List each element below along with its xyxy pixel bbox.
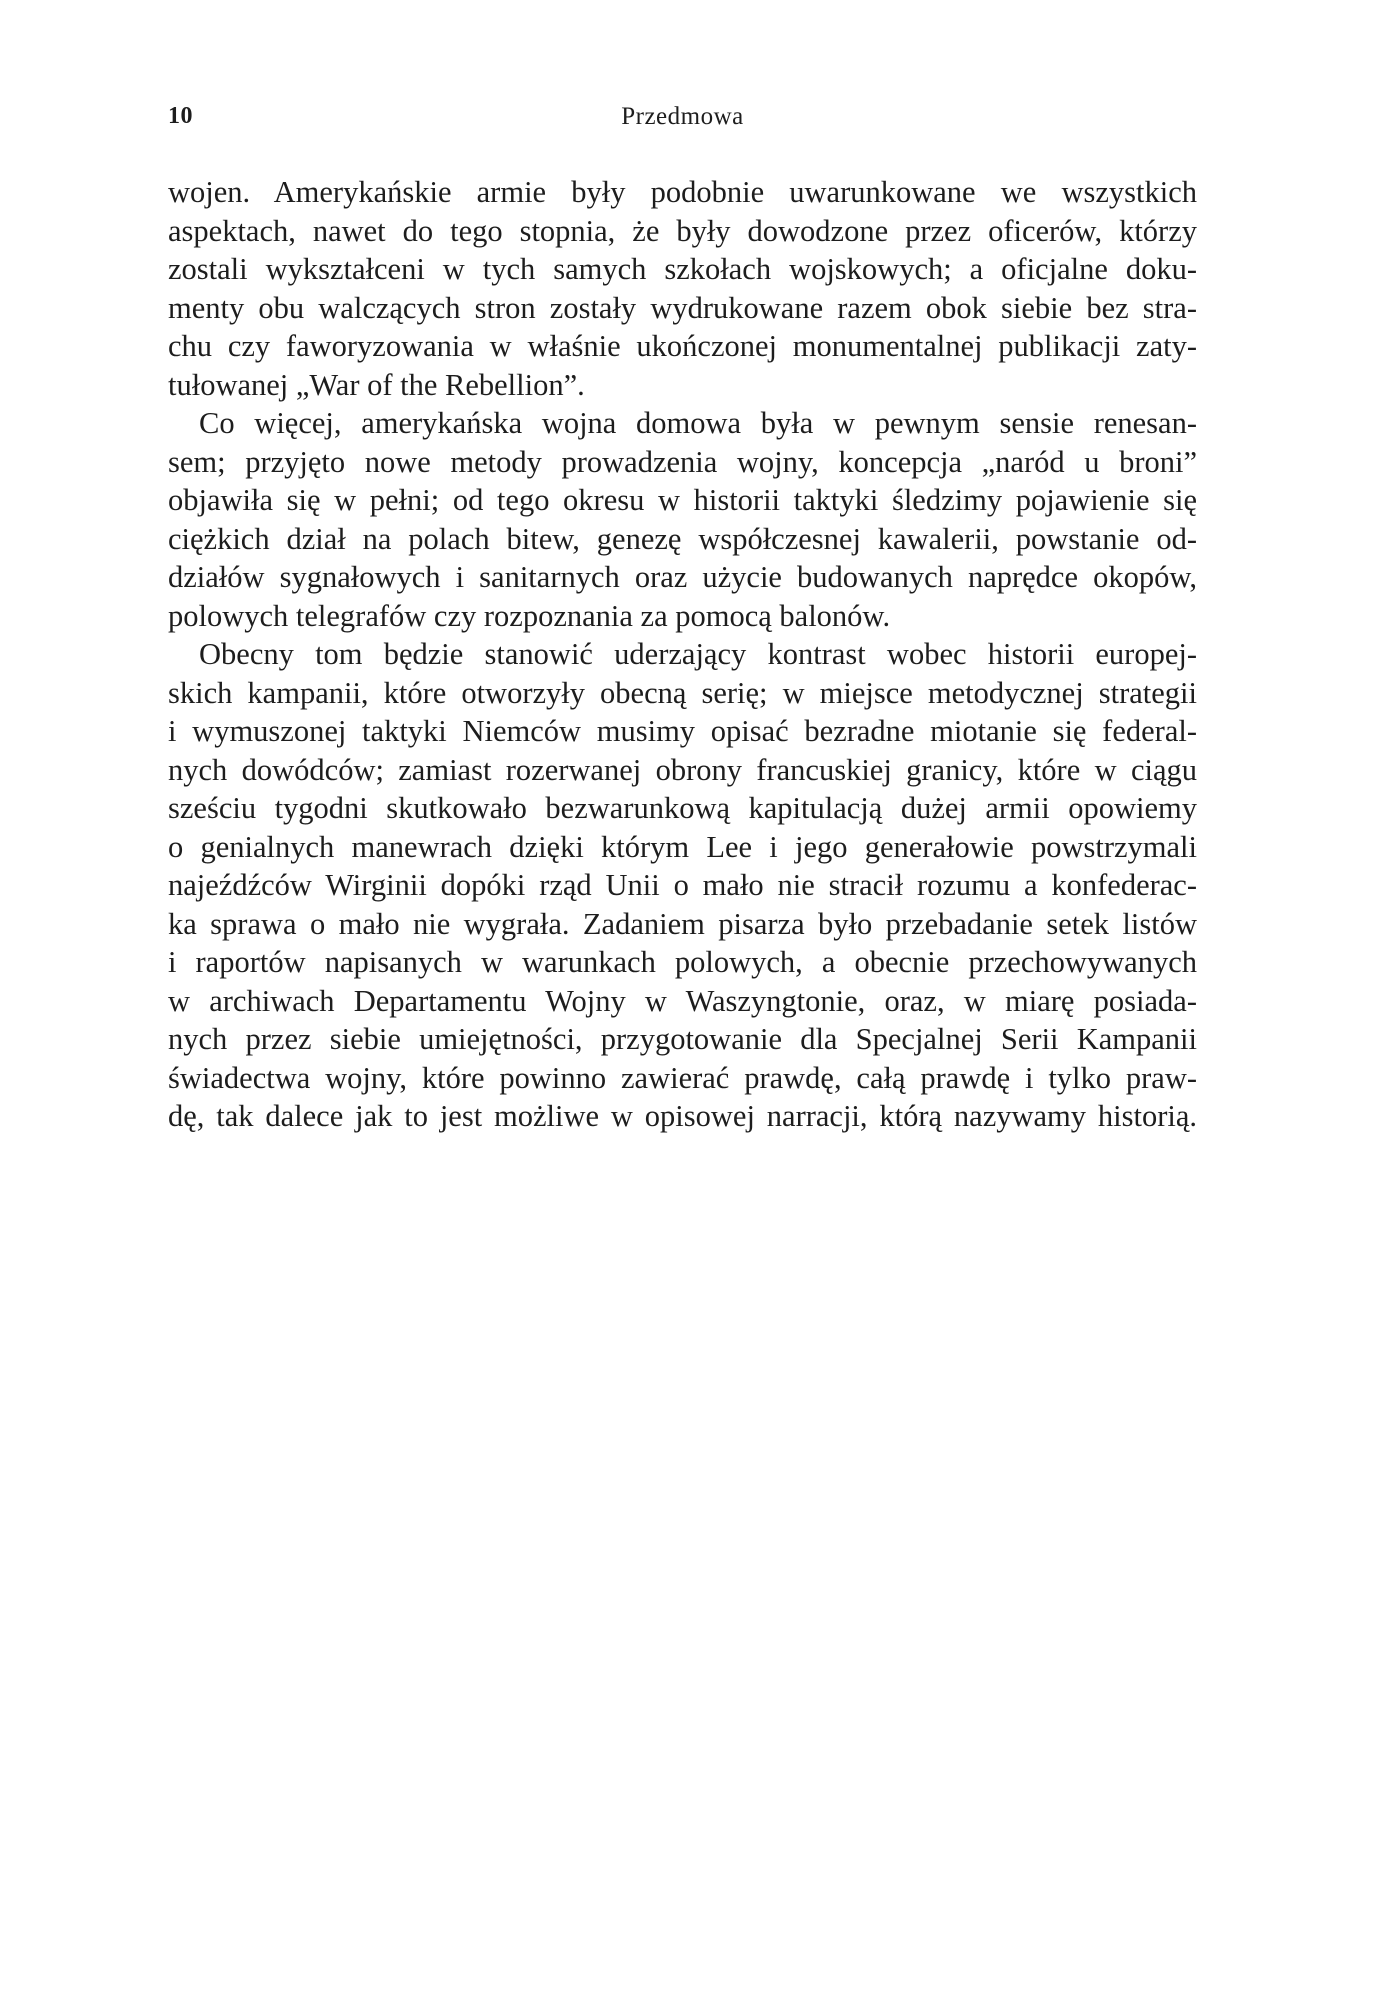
text-line: sześciu tygodni skutkowało bezwarunkową kapitulacją dużej armii opowiemy	[168, 791, 1197, 825]
text-line: sem; przyjęto nowe metody prowadzenia wojny, koncepcja „naród u broni”	[168, 444, 1197, 479]
text-line: nych dowódców; zamiast rozerwanej obrony francuskiej granicy, które w ciągu	[168, 752, 1197, 787]
text-line: Obecny tom będzie stanowić uderzający kontrast wobec historii europej-	[199, 637, 1197, 671]
text-line: nych przez siebie umiejętności, przygotowanie dla Specjalnej Serii Kampanii	[168, 1022, 1197, 1056]
text-line: menty obu walczących stron zostały wydrukowane razem obok siebie bez stra-	[168, 290, 1197, 325]
text-line: o genialnych manewrach dzięki którym Lee i jego generałowie powstrzymali	[168, 829, 1197, 864]
text-line: objawiła się w pełni; od tego okresu w historii taktyki śledzimy pojawienie się	[168, 483, 1197, 517]
body-text	[168, 173, 1197, 1136]
page-number: 10	[168, 103, 193, 129]
text-line: polowych telegrafów czy rozpoznania za pomocą balonów.	[168, 598, 891, 633]
running-head	[168, 103, 1197, 143]
text-line: i wymuszonej taktyki Niemców musimy opisać bezradne miotanie się federal-	[168, 714, 1197, 748]
text-line: najeźdźców Wirginii dopóki rząd Unii o mało nie stracił rozumu a konfederac-	[168, 868, 1197, 902]
text-line: w archiwach Departamentu Wojny w Waszyngtonie, oraz, w miarę posiada-	[168, 983, 1197, 1018]
text-line: aspektach, nawet do tego stopnia, że były dowodzone przez oficerów, którzy	[168, 213, 1197, 248]
text-line: tułowanej „War of the Rebellion”.	[168, 367, 585, 402]
text-line: ka sprawa o mało nie wygrała. Zadaniem pisarza było przebadanie setek listów	[168, 906, 1197, 941]
text-line: wojen. Amerykańskie armie były podobnie uwarunkowane we wszystkich	[168, 175, 1197, 209]
text-line: zostali wykształceni w tych samych szkołach wojskowych; a oficjalne doku-	[168, 252, 1197, 286]
text-line: działów sygnałowych i sanitarnych oraz użycie budowanych naprędce okopów,	[168, 560, 1197, 594]
text-line: świadectwa wojny, które powinno zawierać prawdę, całą prawdę i tylko praw-	[168, 1060, 1197, 1095]
text-line: ciężkich dział na polach bitew, genezę współczesnej kawalerii, powstanie od-	[168, 521, 1197, 556]
text-line: chu czy faworyzowania w właśnie ukończonej monumentalnej publikacji zaty-	[168, 329, 1197, 363]
text-line: dę, tak dalece jak to jest możliwe w opisowej narracji, którą nazywamy historią.	[168, 1099, 1197, 1133]
text-line: Co więcej, amerykańska wojna domowa była w pewnym sensie renesan-	[199, 406, 1197, 440]
text-line: i raportów napisanych w warunkach polowych, a obecnie przechowywanych	[168, 945, 1197, 979]
text-line: skich kampanii, które otworzyły obecną serię; w miejsce metodycznej strategii	[168, 675, 1197, 710]
running-title: Przedmowa	[621, 103, 744, 130]
